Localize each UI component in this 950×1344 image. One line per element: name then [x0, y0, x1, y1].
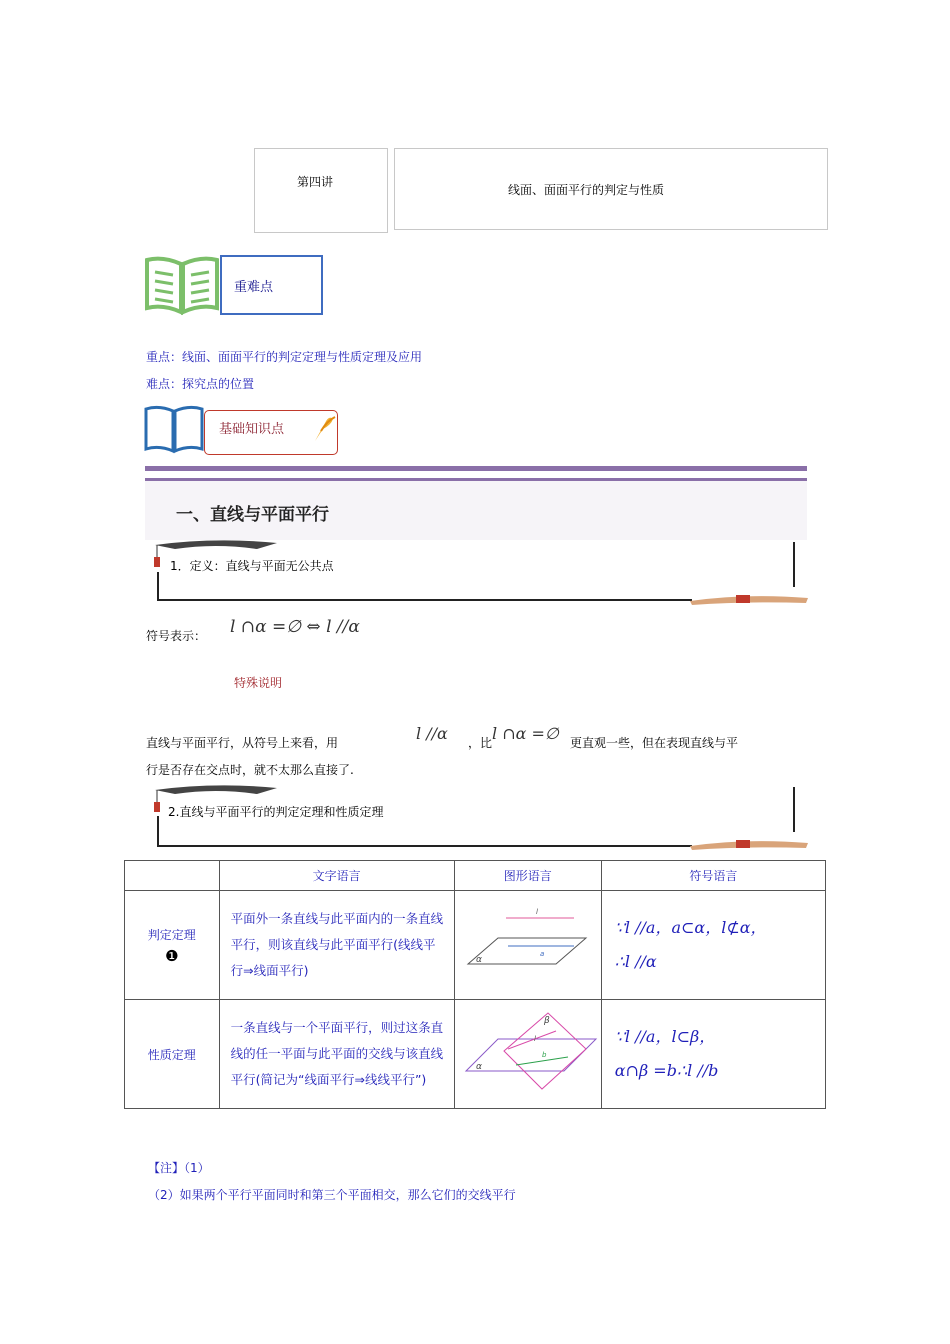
property-name: 性质定理: [147, 1047, 196, 1062]
property-symbol-line2: α∩β =b∴l //b: [614, 1061, 719, 1080]
criterion-name: 判定定理: [147, 927, 196, 942]
property-label-l: l: [533, 1035, 536, 1043]
symbol-expression: l ∩α =∅ ⇔ l //α: [230, 617, 360, 637]
criterion-name-cell: [125, 891, 220, 1000]
paragraph-expr1: l //α: [416, 724, 448, 743]
criterion-symbol-line1: ∵l //a，a⊂α，l⊄α，: [614, 918, 767, 937]
lecture-number-box: [254, 148, 388, 233]
paragraph-line1: [146, 724, 826, 754]
paragraph-line2: 行是否存在交点时，就不太那么直接了.: [146, 763, 354, 777]
section-bar-top: [145, 466, 807, 471]
criterion-label-a: a: [539, 950, 545, 958]
theorem-table: [124, 860, 826, 1109]
theorem-title: 2.直线与平面平行的判定定理和性质定理: [168, 805, 384, 819]
criterion-text: 平面外一条直线与此平面内的一条直线平行，则该直线与此平面平行(线线平行⇒线面平行): [230, 911, 444, 978]
property-name-cell: [125, 1000, 220, 1109]
basics-badge-label: 基础知识点: [219, 422, 285, 437]
note-line1: 【注】（1）: [148, 1161, 210, 1175]
key-points-badge-label: 重难点: [234, 280, 274, 295]
difficulty-line: 难点：探究点的位置: [146, 377, 255, 391]
property-figure: [456, 1001, 600, 1107]
header-figure-language: 图形语言: [454, 861, 601, 891]
property-figure-cell: [454, 1000, 601, 1109]
lecture-number: 第四讲: [297, 175, 334, 189]
book-icon: [143, 403, 205, 455]
property-symbol-line1: ∵l //a，l⊂β，: [614, 1027, 716, 1046]
lecture-title-box: [394, 148, 828, 230]
torch-icon: [311, 413, 337, 443]
property-label-b: b: [541, 1051, 547, 1059]
header-blank: [125, 861, 220, 891]
def-frame-left: [157, 572, 159, 600]
focus-line: 重点：线面、面面平行的判定定理与性质定理及应用: [146, 350, 423, 364]
property-text-cell: [219, 1000, 454, 1109]
section-heading: 一、直线与平面平行: [176, 505, 329, 525]
note-line2: （2）如果两个平行平面同时和第三个平面相交，那么它们的交线平行: [148, 1188, 516, 1202]
paragraph-expr2: l ∩α =∅: [492, 724, 559, 743]
table-row-property: [125, 1000, 826, 1109]
property-label-beta: β: [543, 1016, 550, 1026]
paragraph-part-b: ，比: [468, 736, 493, 750]
scroll-icon-2: [686, 836, 812, 852]
theorem-frame-right: [793, 787, 795, 832]
paragraph-part-c: 更直观一些，但在表现直线与平: [570, 736, 739, 750]
criterion-figure-cell: [454, 891, 601, 1000]
definition-text: 1．定义：直线与平面无公共点: [170, 559, 334, 573]
criterion-label-l: l: [535, 908, 538, 916]
criterion-figure: [456, 892, 600, 998]
header-text-language: 文字语言: [219, 861, 454, 891]
special-note-label: 特殊说明: [234, 676, 283, 690]
table-header-row: [125, 861, 826, 891]
key-points-badge: [220, 255, 323, 315]
criterion-badge: ❶: [165, 946, 179, 965]
property-symbol-cell: [601, 1000, 825, 1109]
criterion-text-cell: [219, 891, 454, 1000]
paragraph-part-a: 直线与平面平行，从符号上来看，用: [146, 736, 339, 750]
header-symbol-language: 符号语言: [601, 861, 825, 891]
theorem-frame-left: [157, 816, 159, 846]
property-text: 一条直线与一个平面平行，则过这条直线的任一平面与此平面的交线与该直线平行(简记为“线面平行⇒线线平行”): [230, 1020, 444, 1087]
def-frame-bottom: [157, 599, 692, 601]
lecture-title: 线面、面面平行的判定与性质: [508, 183, 665, 197]
criterion-label-alpha: α: [475, 955, 482, 965]
basics-badge: [204, 410, 338, 455]
scroll-icon: [686, 591, 812, 607]
def-frame-right: [793, 542, 795, 587]
criterion-symbol-line2: ∴l //α: [614, 952, 657, 971]
open-book-icon: [143, 256, 221, 316]
table-row-criterion: [125, 891, 826, 1000]
property-label-alpha: α: [475, 1062, 482, 1072]
criterion-symbol-cell: [601, 891, 825, 1000]
symbol-label: 符号表示：: [146, 629, 207, 643]
theorem-frame-bottom: [157, 845, 692, 847]
